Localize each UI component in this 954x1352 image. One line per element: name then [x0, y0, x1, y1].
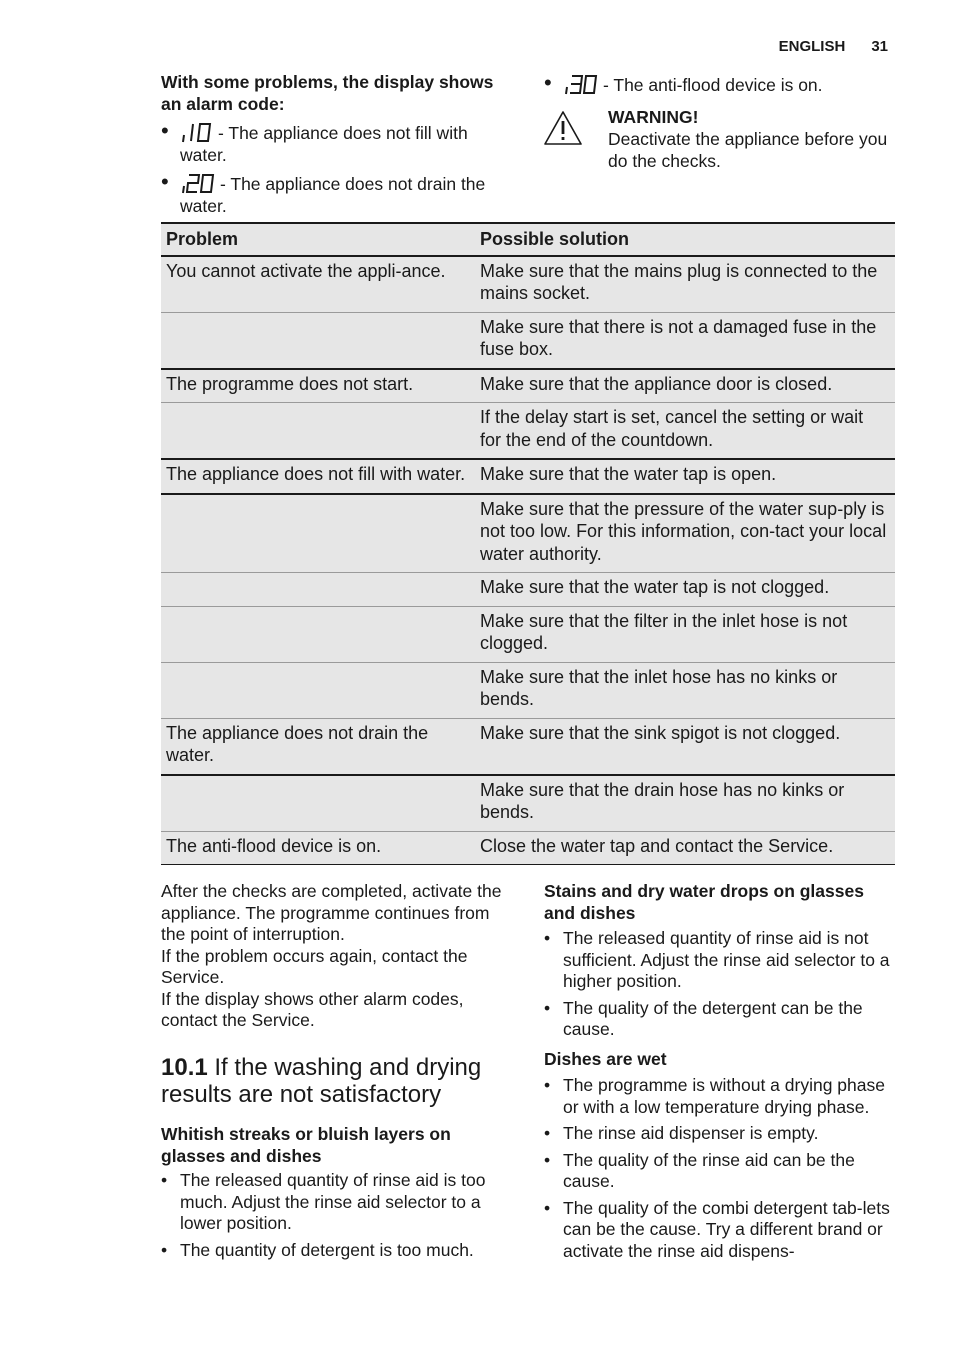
- table-row: [161, 831, 895, 865]
- problem-cell: [161, 312, 475, 369]
- alarm-code-i10-icon: [180, 121, 214, 143]
- problem-cell: [161, 494, 475, 573]
- after-checks-line: If the display shows other alarm codes, contact the Service.: [161, 988, 464, 1030]
- warning-text: Deactivate the appliance before you do the checks.: [608, 129, 888, 171]
- list-item: • The programme is without a drying phase or with a low temperature drying phase.: [544, 1075, 894, 1118]
- alarm-code-i30-icon: [563, 73, 599, 95]
- table-row: [161, 403, 895, 460]
- alarm-code-text: - The appliance does not fill with water.: [180, 123, 468, 165]
- alarm-item: • - The anti-flood device is on.: [544, 70, 823, 95]
- section-number: 10.1: [161, 1054, 208, 1081]
- solution-cell: Make sure that the pressure of the water sup-ply is not too low. For this information, con-tact your local water authority.: [475, 494, 895, 573]
- solution-cell: Make sure that the water tap is open.: [475, 459, 895, 494]
- page-header: [0, 38, 888, 55]
- alarm-intro: With some problems, the display shows an alarm code:: [161, 72, 494, 114]
- problem-cell: The appliance does not drain the water.: [161, 718, 475, 775]
- table-row: [161, 718, 895, 775]
- problem-cell: [161, 573, 475, 607]
- table-header-row: [161, 223, 895, 256]
- after-checks-text: [161, 881, 511, 1032]
- list-item: • The released quantity of rinse aid is not sufficient. Adjust the rinse aid selector to a higher position.: [544, 928, 894, 993]
- section-title: [161, 1054, 521, 1108]
- table-row: [161, 369, 895, 403]
- column-header-problem: Problem: [161, 223, 475, 256]
- list-item: • The quantity of detergent is too much.: [161, 1240, 511, 1262]
- warning-icon: [543, 110, 583, 146]
- list-item: • The rinse aid dispenser is empty.: [544, 1123, 894, 1145]
- language-label: ENGLISH: [778, 38, 846, 55]
- whitish-list: [161, 1170, 511, 1266]
- solution-cell: Make sure that the drain hose has no kinks or bends.: [475, 775, 895, 832]
- table-row: [161, 775, 895, 832]
- alarm-code-text: - The anti-flood device is on.: [603, 75, 823, 95]
- warning-title: WARNING!: [608, 107, 699, 127]
- solution-cell: Close the water tap and contact the Service.: [475, 831, 895, 865]
- solution-cell: Make sure that the sink spigot is not clogged.: [475, 718, 895, 775]
- table-row: [161, 312, 895, 369]
- solution-cell: Make sure that the inlet hose has no kinks or bends.: [475, 662, 895, 718]
- problem-cell: [161, 662, 475, 718]
- wet-heading: Dishes are wet: [544, 1049, 667, 1069]
- table-row: [161, 573, 895, 607]
- page-number: 31: [871, 38, 888, 55]
- list-item: • The quality of the combi detergent tab-lets can be the cause. Try a different brand or activate the rinse aid dispens-: [544, 1198, 894, 1263]
- table-row: [161, 606, 895, 662]
- stains-heading: Stains and dry water drops on glasses and dishes: [544, 881, 864, 923]
- problem-cell: [161, 606, 475, 662]
- problem-cell: The programme does not start.: [161, 369, 475, 403]
- wet-list: [544, 1075, 894, 1267]
- alarm-code-i20-icon: [180, 172, 216, 194]
- solution-cell: Make sure that there is not a damaged fuse in the fuse box.: [475, 312, 895, 369]
- problem-cell: You cannot activate the appli-ance.: [161, 256, 475, 313]
- list-item: • The quality of the detergent can be the cause.: [544, 998, 894, 1041]
- table-row: [161, 256, 895, 313]
- stains-list: [544, 928, 894, 1046]
- problem-cell: The appliance does not fill with water.: [161, 459, 475, 494]
- solution-cell: Make sure that the filter in the inlet hose is not clogged.: [475, 606, 895, 662]
- alarm-code-text: - The appliance does not drain the water.: [180, 174, 486, 216]
- list-item: • The released quantity of rinse aid is too much. Adjust the rinse aid selector to a lower position.: [161, 1170, 511, 1235]
- solution-cell: Make sure that the mains plug is connected to the mains socket.: [475, 256, 895, 313]
- table-row: [161, 494, 895, 573]
- alarm-item: • - The appliance does not drain the water.: [161, 169, 486, 216]
- solution-cell: Make sure that the water tap is not clogged.: [475, 573, 895, 607]
- whitish-heading: Whitish streaks or bluish layers on glasses and dishes: [161, 1124, 451, 1166]
- problem-cell: [161, 775, 475, 832]
- troubleshooting-table: [161, 222, 895, 865]
- solution-cell: If the delay start is set, cancel the setting or wait for the end of the countdown.: [475, 403, 895, 460]
- table-row: [161, 459, 895, 494]
- solution-cell: Make sure that the appliance door is closed.: [475, 369, 895, 403]
- problem-cell: The anti-flood device is on.: [161, 831, 475, 865]
- after-checks-line: If the problem occurs again, contact the Service.: [161, 945, 468, 987]
- section-title-text: If the washing and drying results are not satisfactory: [161, 1054, 482, 1108]
- table-row: [161, 662, 895, 718]
- list-item: • The quality of the rinse aid can be the cause.: [544, 1150, 894, 1193]
- column-header-solution: Possible solution: [475, 223, 895, 256]
- problem-cell: [161, 403, 475, 460]
- alarm-item: • - The appliance does not fill with water.: [161, 118, 468, 165]
- after-checks-line: After the checks are completed, activate the appliance. The programme continues from the point of interruption.: [161, 881, 502, 944]
